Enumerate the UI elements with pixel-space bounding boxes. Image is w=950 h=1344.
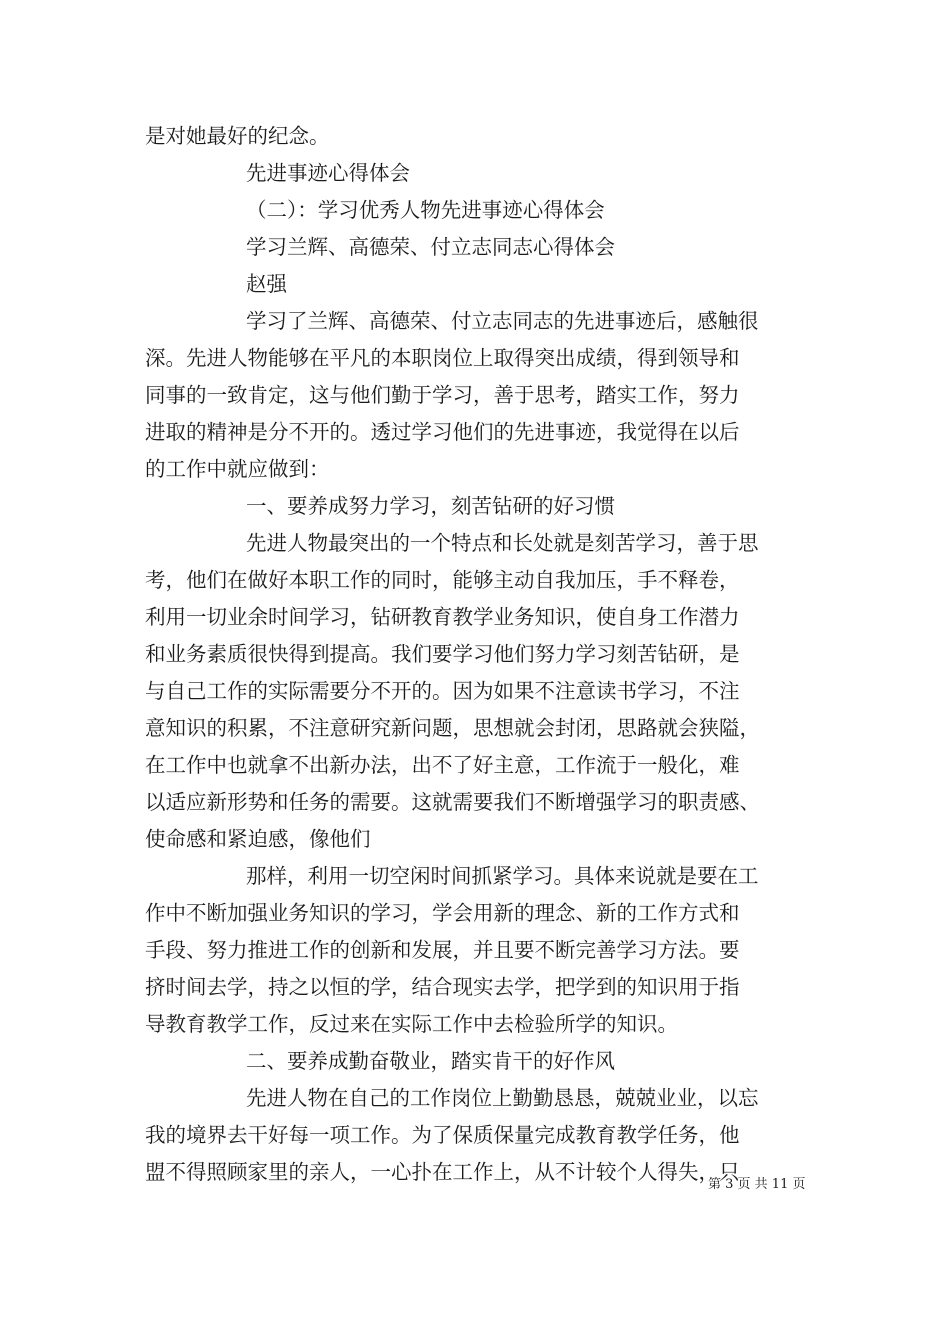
text-line: 学习了兰辉、高德荣、付立志同志的先进事迹后，感触很 — [246, 309, 759, 333]
text-line: 考，他们在做好本职工作的同时，能够主动自我加压，手不释卷， — [145, 568, 740, 592]
text-line: 导教育教学工作，反过来在实际工作中去检验所学的知识。 — [145, 1012, 678, 1036]
text-line: 先进人物在自己的工作岗位上勤勤恳恳，兢兢业业，以忘 — [246, 1086, 759, 1110]
text-line: 先进事迹心得体会 — [246, 161, 410, 185]
text-line: 以适应新形势和任务的需要。这就需要我们不断增强学习的职责感、 — [145, 790, 760, 814]
text-line: 使命感和紧迫感，像他们 — [145, 827, 371, 851]
text-line: 在工作中也就拿不出新办法，出不了好主意，工作流于一般化，难 — [145, 753, 740, 777]
text-line: 与自己工作的实际需要分不开的。因为如果不注意读书学习，不注 — [145, 679, 740, 703]
text-line: 先进人物最突出的一个特点和长处就是刻苦学习，善于思 — [246, 531, 759, 555]
document-body — [145, 118, 825, 1191]
text-line: 挤时间去学，持之以恒的学，结合现实去学，把学到的知识用于指 — [145, 975, 740, 999]
text-line: 手段、努力推进工作的创新和发展，并且要不断完善学习方法。要 — [145, 938, 740, 962]
text-line: 我的境界去干好每一项工作。为了保质保量完成教育教学任务，他 — [145, 1123, 740, 1147]
text-line: 和业务素质很快得到提高。我们要学习他们努力学习刻苦钻研，是 — [145, 642, 740, 666]
text-line: 赵强 — [246, 272, 287, 296]
text-line: 是对她最好的纪念。 — [145, 124, 330, 148]
text-line: （二）：学习优秀人物先进事迹心得体会 — [246, 198, 605, 222]
text-line: 进取的精神是分不开的。透过学习他们的先进事迹，我觉得在以后 — [145, 420, 740, 444]
text-line: 二、要养成勤奋敬业，踏实肯干的好作风 — [246, 1049, 615, 1073]
page-number: 第 3 页 共 11 页 — [708, 1177, 806, 1192]
text-line: 深。先进人物能够在平凡的本职岗位上取得突出成绩，得到领导和 — [145, 346, 740, 370]
text-line: 一、要养成努力学习，刻苦钻研的好习惯 — [246, 494, 615, 518]
text-line: 作中不断加强业务知识的学习，学会用新的理念、新的工作方式和 — [145, 901, 740, 925]
text-line: 盟不得照顾家里的亲人，一心扑在工作上，从不计较个人得失，只 — [145, 1160, 740, 1184]
text-line: 利用一切业余时间学习，钻研教育教学业务知识，使自身工作潜力 — [145, 605, 740, 629]
text-line: 意知识的积累，不注意研究新问题，思想就会封闭，思路就会狭隘， — [145, 716, 760, 740]
text-line: 学习兰辉、高德荣、付立志同志心得体会 — [246, 235, 615, 259]
text-line: 那样，利用一切空闲时间抓紧学习。具体来说就是要在工 — [246, 864, 759, 888]
text-line: 的工作中就应做到： — [145, 457, 330, 481]
text-line: 同事的一致肯定，这与他们勤于学习，善于思考，踏实工作，努力 — [145, 383, 740, 407]
